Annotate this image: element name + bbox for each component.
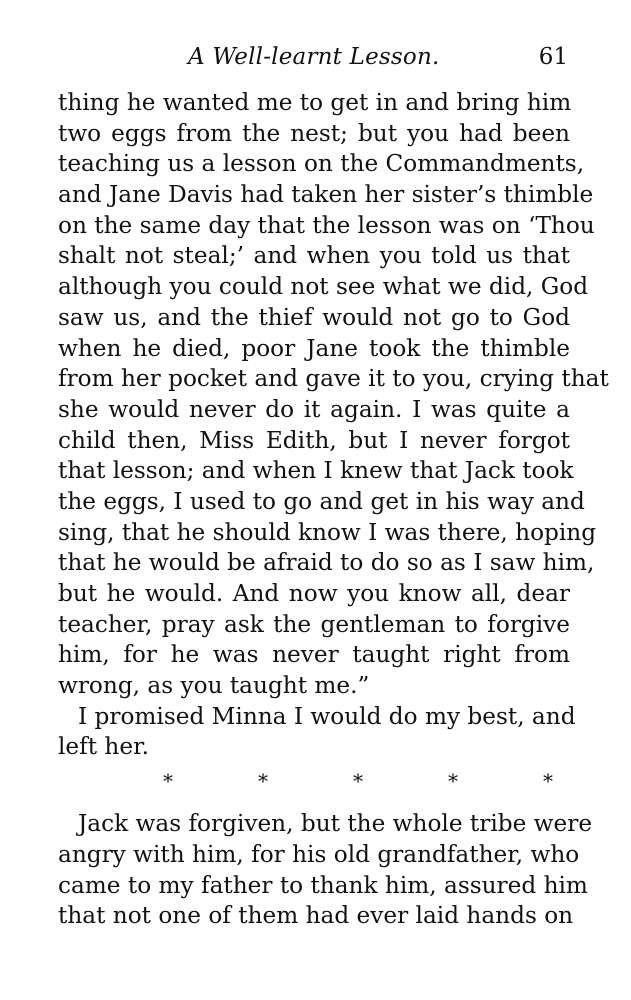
page-header bbox=[58, 44, 568, 74]
text-line: she would never do it again. I was quite a bbox=[58, 395, 570, 423]
text-line: that not one of them had ever laid hands on bbox=[58, 902, 574, 930]
text-line: teaching us a lesson on the Commandments, bbox=[58, 150, 585, 178]
text-line: but he would. And now you know all, dear bbox=[58, 580, 570, 607]
text-line: when he died, poor Jane took the thimble bbox=[58, 334, 570, 362]
text-line: left her. bbox=[58, 733, 149, 761]
text-line: him, for he was never taught right from bbox=[58, 641, 570, 669]
text-line: on the same day that the lesson was on ‘Thou bbox=[58, 211, 595, 239]
separator-star: * bbox=[163, 769, 173, 794]
text-line: wrong, as you taught me.” bbox=[58, 672, 370, 700]
body-text bbox=[58, 88, 609, 932]
text-line: the eggs, I used to go and get in his way and bbox=[58, 487, 585, 515]
section-separator bbox=[163, 763, 553, 801]
text-line: two eggs from the nest; but you had been bbox=[58, 119, 570, 147]
separator-star: * bbox=[258, 769, 268, 794]
separator-star: * bbox=[448, 769, 458, 794]
text-line: teacher, pray ask the gentleman to forgive bbox=[58, 610, 570, 638]
paragraph-1 bbox=[58, 88, 609, 702]
text-line: and Jane Davis had taken her sister’s thimble bbox=[58, 181, 594, 209]
text-line: came to my father to thank him, assured him bbox=[58, 871, 588, 899]
separator-star: * bbox=[353, 769, 363, 794]
text-line: sing, that he should know I was there, hoping bbox=[58, 518, 597, 546]
text-line: from her pocket and gave it to you, crying that bbox=[58, 365, 609, 393]
text-line: I promised Minna I would do my best, and bbox=[78, 702, 576, 730]
text-line: that lesson; and when I knew that Jack took bbox=[58, 457, 574, 485]
text-line: saw us, and the thief would not go to God bbox=[58, 303, 570, 331]
separator-star: * bbox=[543, 769, 553, 794]
page-number: 61 bbox=[538, 44, 568, 70]
running-title: A Well-learnt Lesson. bbox=[188, 44, 440, 70]
text-line: that he would be afraid to do so as I saw him, bbox=[58, 549, 595, 577]
spacer bbox=[58, 801, 570, 809]
text-line: angry with him, for his old grandfather, who bbox=[58, 840, 580, 868]
paragraph-2 bbox=[58, 702, 576, 763]
text-line: child then, Miss Edith, but I never forgot bbox=[58, 426, 570, 454]
text-line: Jack was forgiven, but the whole tribe were bbox=[78, 810, 593, 838]
text-line: thing he wanted me to get in and bring him bbox=[58, 89, 572, 116]
text-line: although you could not see what we did, God bbox=[58, 273, 589, 301]
paragraph-3 bbox=[58, 809, 593, 932]
text-line: shalt not steal;’ and when you told us that bbox=[58, 242, 570, 270]
